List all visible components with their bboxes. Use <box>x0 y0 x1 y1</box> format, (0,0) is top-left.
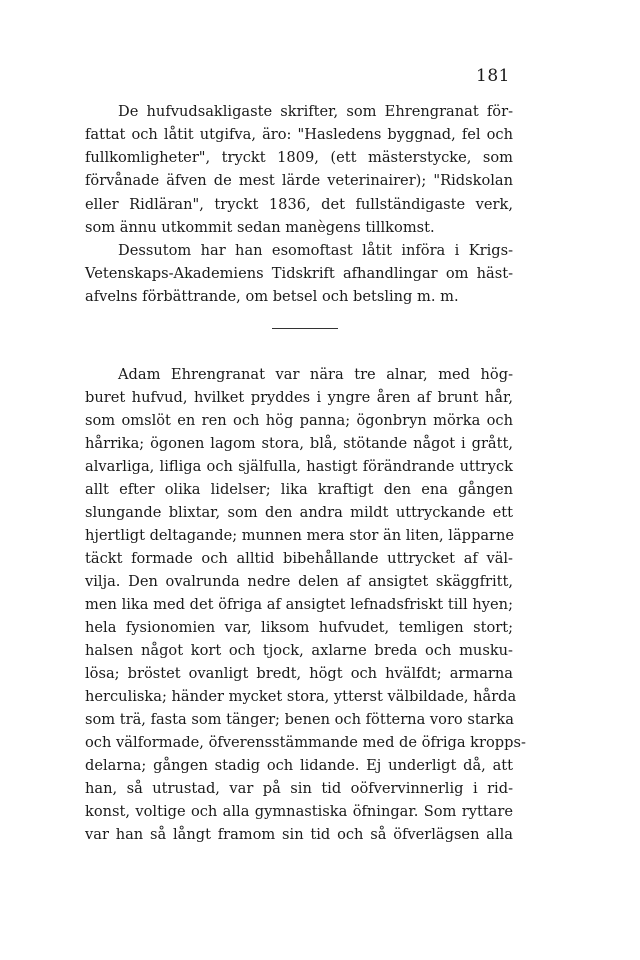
paragraph-1-line: förvånade äfven de mest lärde veterinairer); "Ridskolan <box>85 172 513 189</box>
paragraph-3-line: buret hufvud, hvilket pryddes i yngre åren af brunt hår, <box>85 389 513 406</box>
paragraph-3-line: hela fysionomien var, liksom hufvudet, temligen stort; <box>85 619 513 636</box>
paragraph-3-line: han, så utrustad, var på sin tid oöfvervinnerlig i rid- <box>85 780 513 797</box>
paragraph-3-line: Adam Ehrengranat var nära tre alnar, med hög- <box>118 366 513 383</box>
paragraph-3-line: allt efter olika lidelser; lika kraftigt den ena gången <box>85 481 513 498</box>
paragraph-3-line: men lika med det öfriga af ansigtet lefnadsfriskt till hyen; <box>85 596 513 613</box>
paragraph-3-line: halsen något kort och tjock, axlarne breda och musku- <box>85 642 513 659</box>
paragraph-2-line: Vetenskaps-Akademiens Tidskrift afhandlingar om häst- <box>85 265 513 282</box>
paragraph-1-line: fullkomligheter", tryckt 1809, (ett mästerstycke, som <box>85 149 513 166</box>
paragraph-1-line: fattat och låtit utgifva, äro: "Hasledens byggnad, fel och <box>85 126 513 143</box>
paragraph-3-line: slungande blixtar, som den andra mildt uttryckande ett <box>85 504 513 521</box>
paragraph-3-line: som trä, fasta som tänger; benen och fötterna voro starka <box>85 711 514 728</box>
paragraph-3-line: och välformade, öfverensstämmande med de öfriga kropps- <box>85 734 526 751</box>
page-number: 181 <box>476 66 510 86</box>
paragraph-1-line: eller Ridläran", tryckt 1836, det fullständigaste verk, <box>85 196 513 213</box>
section-divider <box>272 328 338 329</box>
paragraph-2-line: afvelns förbättrande, om betsel och betsling m. m. <box>85 288 459 305</box>
paragraph-1-line: De hufvudsakligaste skrifter, som Ehrengranat för- <box>118 103 513 120</box>
paragraph-3-line: lösa; bröstet ovanligt bredt, högt och hvälfdt; armarna <box>85 665 513 682</box>
paragraph-2-line: Dessutom har han esomoftast låtit införa i Krigs- <box>118 242 513 259</box>
paragraph-3-line: hjertligt deltagande; munnen mera stor än liten, läpparne <box>85 527 515 544</box>
paragraph-3-line: som omslöt en ren och hög panna; ögonbryn mörka och <box>85 412 513 429</box>
paragraph-3-line: hårrika; ögonen lagom stora, blå, stötande något i grått, <box>85 435 513 452</box>
paragraph-3-line: konst, voltige och alla gymnastiska öfningar. Som ryttare <box>85 803 513 820</box>
paragraph-3-line: vilja. Den ovalrunda nedre delen af ansigtet skäggfritt, <box>85 573 513 590</box>
paragraph-3-line: täckt formade och alltid bibehållande uttrycket af väl- <box>85 550 513 567</box>
paragraph-3-line: herculiska; händer mycket stora, ytterst välbildade, hårda <box>85 688 517 705</box>
paragraph-1-line: som ännu utkommit sedan manègens tillkomst. <box>85 219 435 236</box>
paragraph-3-line: delarna; gången stadig och lidande. Ej underligt då, att <box>85 757 513 774</box>
paragraph-3-line: alvarliga, lifliga och själfulla, hastigt förändrande uttryck <box>85 458 513 475</box>
paragraph-3-line: var han så långt framom sin tid och så öfverlägsen alla <box>85 826 513 843</box>
